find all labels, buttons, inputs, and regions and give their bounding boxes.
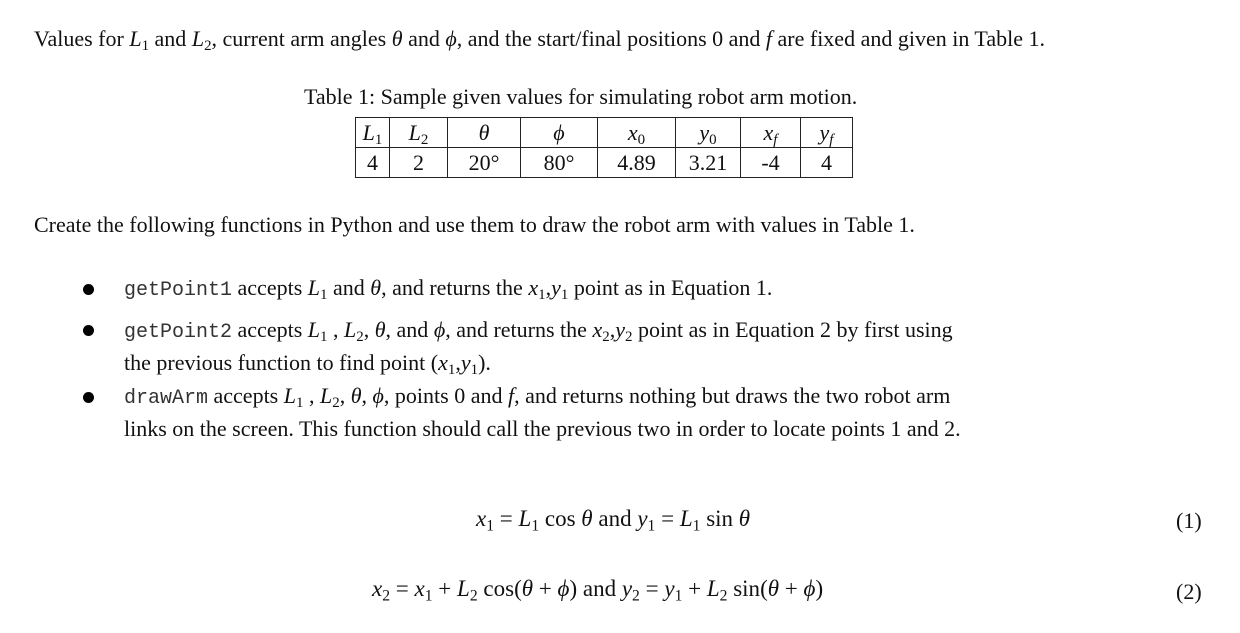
equation-2: $x_2 = x_1 + L_2$ cos(θ + ϕ) and $y_2 = y_1 + L_2$ sin(θ + ϕ) bbox=[372, 576, 824, 605]
intro-text: and bbox=[149, 26, 192, 51]
item-text: the previous function to find point ( bbox=[124, 350, 439, 375]
equation-1-number: (1) bbox=[1176, 508, 1202, 533]
item-text: accepts bbox=[232, 317, 308, 342]
function-item-getpoint2: getPoint2 accepts $L_1$ , $L_2$, θ, and ϕ, and returns the $x_2,y_2$ point as in Equation 2 by first using the previous function to find point $(x_1,y_1)$. bbox=[124, 317, 953, 379]
item-text: , bbox=[303, 383, 320, 408]
item-text: and bbox=[327, 275, 371, 300]
table-cell: 20° bbox=[448, 148, 521, 178]
cos-label: cos bbox=[483, 576, 515, 601]
table-cell: 3.21 bbox=[676, 148, 741, 178]
header-cell: $x_0$ bbox=[598, 118, 676, 148]
header-cell: $y_0$ bbox=[676, 118, 741, 148]
function-item-getpoint1: getPoint1 accepts $L_1$ and θ, and returns the $x_1,y_1$ point as in Equation 1. bbox=[124, 275, 773, 304]
values-table bbox=[355, 117, 853, 178]
header-cell: $L_1$ bbox=[356, 118, 390, 148]
bullet-icon bbox=[83, 392, 94, 403]
table-header-row bbox=[356, 118, 853, 148]
bullet-icon bbox=[83, 284, 94, 295]
instruction-paragraph: Create the following functions in Python and use them to draw the robot arm with values in Table 1. bbox=[34, 212, 915, 237]
item-text: , and returns the bbox=[445, 317, 593, 342]
bullet-icon bbox=[83, 325, 94, 336]
function-item-drawarm: drawArm accepts $L_1$ , $L_2$, θ, ϕ, points 0 and f, and returns nothing but draws the two robot arm links on the screen. This function should call the previous two in order to locate points 1 and 2. bbox=[124, 383, 961, 441]
item-text: , bbox=[339, 383, 351, 408]
item-text: point as in Equation 2 by first using bbox=[632, 317, 953, 342]
table-cell: 80° bbox=[521, 148, 598, 178]
function-name: drawArm bbox=[124, 387, 209, 410]
and-text: and bbox=[577, 576, 622, 601]
item-text: , points 0 and bbox=[383, 383, 508, 408]
item-text: , bbox=[363, 317, 375, 342]
table-value-row bbox=[356, 148, 853, 178]
and-text: and bbox=[592, 506, 638, 531]
table-cell: 4 bbox=[356, 148, 390, 178]
intro-text: , current arm angles bbox=[211, 26, 392, 51]
intro-text: are fixed and given in Table 1. bbox=[772, 26, 1045, 51]
cos-label: cos bbox=[544, 506, 576, 531]
header-cell: $y_f$ bbox=[801, 118, 853, 148]
item-text: accepts bbox=[232, 275, 308, 300]
item-text: , and bbox=[385, 317, 434, 342]
sin-label: sin bbox=[706, 506, 734, 531]
header-cell: ϕ bbox=[521, 118, 598, 148]
table-cell: 4.89 bbox=[598, 148, 676, 178]
item-text: ). bbox=[478, 350, 491, 375]
equation-1: $x_1 = L_1$ cos θ and $y_1 = L_1$ sin θ bbox=[476, 506, 751, 535]
item-text: point as in Equation 1. bbox=[568, 275, 773, 300]
item-text: , and returns the bbox=[381, 275, 529, 300]
header-cell: θ bbox=[448, 118, 521, 148]
table-cell: -4 bbox=[741, 148, 801, 178]
item-text: , and returns nothing but draws the two robot arm bbox=[514, 383, 951, 408]
intro-text: Values for bbox=[34, 26, 130, 51]
item-text: accepts bbox=[208, 383, 284, 408]
item-text: links on the screen. This function should call the previous two in order to locate points 1 and 2. bbox=[124, 416, 961, 441]
table-caption: Table 1: Sample given values for simulating robot arm motion. bbox=[304, 84, 858, 109]
header-cell: $L_2$ bbox=[390, 118, 448, 148]
table-cell: 4 bbox=[801, 148, 853, 178]
header-cell: $x_f$ bbox=[741, 118, 801, 148]
intro-text: , and the start/final positions 0 and bbox=[456, 26, 766, 51]
function-name: getPoint2 bbox=[124, 321, 233, 344]
function-name: getPoint1 bbox=[124, 279, 233, 302]
item-text: , bbox=[361, 383, 373, 408]
intro-paragraph: Values for $L_1$ and $L_2$, current arm angles θ and ϕ, and the start/final positions 0 and f are fixed and given in Table 1. bbox=[34, 26, 1045, 55]
item-text: , bbox=[327, 317, 344, 342]
table-cell: 2 bbox=[390, 148, 448, 178]
equation-2-number: (2) bbox=[1176, 579, 1202, 604]
intro-text: and bbox=[402, 26, 446, 51]
sin-label: sin bbox=[733, 576, 761, 601]
